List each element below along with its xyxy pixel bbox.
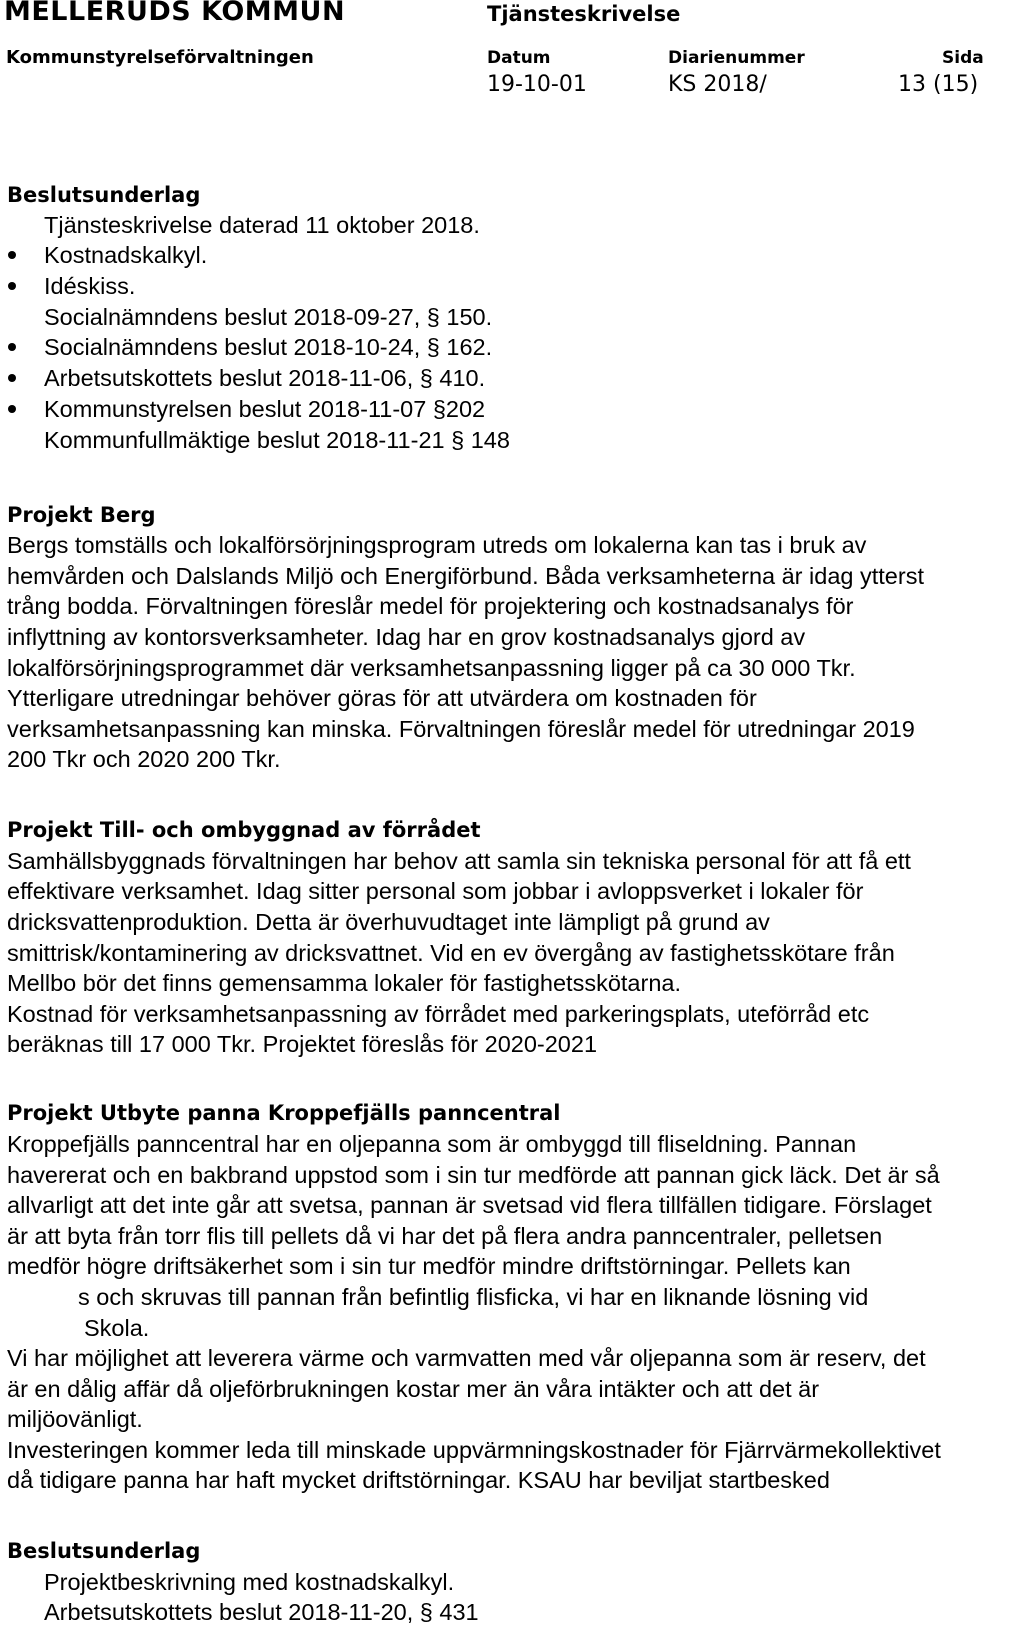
paragraph-line: Samhällsbyggnads förvaltningen har behov att samla sin tekniska personal för att få ett [7, 848, 911, 874]
paragraph-line: s och skruvas till pannan från befintlig flisficka, vi har en liknande lösning vid [78, 1284, 869, 1310]
paragraph-line: miljöovänligt. [7, 1406, 143, 1432]
section-heading-beslutsunderlag-2: Beslutsunderlag [7, 1539, 201, 1563]
section-heading-projekt-berg: Projekt Berg [7, 503, 156, 527]
paragraph-line: Kroppefjälls panncentral har en oljepanna som är ombyggd till fliseldning. Pannan [7, 1131, 857, 1157]
organization-name: MELLERUDS KOMMUN [4, 0, 346, 27]
paragraph-line: havererat och en bakbrand uppstod som i sin tur medförde att pannan gick läck. Det är så [7, 1162, 940, 1188]
paragraph-line: beräknas till 17 000 Tkr. Projektet föreslås för 2020-2021 [7, 1031, 598, 1057]
datum-label: Datum [487, 48, 551, 68]
paragraph-line: medför högre driftsäkerhet som i sin tur medför mindre driftstörningar. Pellets kan [7, 1253, 851, 1279]
paragraph-line: effektivare verksamhet. Idag sitter personal som jobbar i avloppsverket i lokaler för [7, 878, 864, 904]
list-item: Tjänsteskrivelse daterad 11 oktober 2018. [44, 212, 480, 238]
paragraph-line: trång bodda. Förvaltningen föreslår medel för projektering och kostnadsanalys för [7, 593, 854, 619]
sida-label: Sida [942, 48, 984, 68]
list-item: Kommunstyrelsen beslut 2018-11-07 §202 [44, 396, 486, 422]
section-heading-projekt-panna: Projekt Utbyte panna Kroppefjälls panncentral [7, 1101, 561, 1125]
list-item: Arbetsutskottets beslut 2018-11-06, § 410. [44, 365, 486, 391]
list-item: Arbetsutskottets beslut 2018-11-20, § 431 [44, 1599, 479, 1625]
list-item: Kommunfullmäktige beslut 2018-11-21 § 148 [44, 427, 510, 453]
paragraph-line: allvarligt att det inte går att svetsa, pannan är svetsad vid flera tillfällen tidigare. Förslaget [7, 1192, 932, 1218]
list-item: Socialnämndens beslut 2018-09-27, § 150. [44, 304, 493, 330]
paragraph-line: Skola. [84, 1315, 150, 1341]
bullet-icon [8, 251, 16, 259]
bullet-icon [8, 405, 16, 413]
paragraph-line: smittrisk/kontaminering av dricksvattnet. Vid en ev övergång av fastighetsskötare från [7, 940, 895, 966]
paragraph-line: Bergs tomställs och lokalförsörjningsprogram utreds om lokalerna kan tas i bruk av [7, 532, 867, 558]
document-type: Tjänsteskrivelse [487, 2, 681, 26]
paragraph-line: Investeringen kommer leda till minskade uppvärmningskostnader för Fjärrvärmekollektivet [7, 1437, 941, 1463]
paragraph-line: lokalförsörjningsprogrammet där verksamhetsanpassning ligger på ca 30 000 Tkr. [7, 655, 856, 681]
paragraph-line: då tidigare panna har haft mycket driftstörningar. KSAU har beviljat startbesked [7, 1467, 830, 1493]
paragraph-line: 200 Tkr och 2020 200 Tkr. [7, 746, 281, 772]
diarienummer-value: KS 2018/ [668, 72, 767, 97]
list-item: Kostnadskalkyl. [44, 242, 208, 268]
paragraph-line: Vi har möjlighet att leverera värme och varmvatten med vår oljepanna som är reserv, det [7, 1345, 926, 1371]
bullet-icon [8, 282, 16, 290]
paragraph-line: hemvården och Dalslands Miljö och Energiförbund. Båda verksamheterna är idag ytterst [7, 563, 924, 589]
bullet-icon [8, 374, 16, 382]
section-heading-beslutsunderlag: Beslutsunderlag [7, 183, 201, 207]
section-heading-projekt-forradet: Projekt Till- och ombyggnad av förrådet [7, 818, 481, 842]
sida-value: 13 (15) [898, 72, 979, 97]
paragraph-line: Kostnad för verksamhetsanpassning av förrådet med parkeringsplats, uteförråd etc [7, 1001, 870, 1027]
paragraph-line: Mellbo bör det finns gemensamma lokaler för fastighetsskötarna. [7, 970, 681, 996]
diarienummer-label: Diarienummer [668, 48, 805, 68]
paragraph-line: inflyttning av kontorsverksamheter. Idag har en grov kostnadsanalys gjord av [7, 624, 806, 650]
datum-value: 19-10-01 [487, 72, 587, 97]
paragraph-line: verksamhetsanpassning kan minska. Förvaltningen föreslår medel för utredningar 2019 [7, 716, 915, 742]
list-item: Socialnämndens beslut 2018-10-24, § 162. [44, 334, 493, 360]
department-name: Kommunstyrelseförvaltningen [6, 47, 314, 68]
paragraph-line: Ytterligare utredningar behöver göras för att utvärdera om kostnaden för [7, 685, 757, 711]
paragraph-line: dricksvattenproduktion. Detta är överhuvudtaget inte lämpligt på grund av [7, 909, 770, 935]
bullet-icon [8, 343, 16, 351]
paragraph-line: är att byta från torr flis till pellets då vi har det på flera andra panncentraler, pelletsen [7, 1223, 883, 1249]
paragraph-line: är en dålig affär då oljeförbrukningen kostar mer än våra intäkter och att det är [7, 1376, 820, 1402]
list-item: Projektbeskrivning med kostnadskalkyl. [44, 1569, 455, 1595]
list-item: Idéskiss. [44, 273, 136, 299]
